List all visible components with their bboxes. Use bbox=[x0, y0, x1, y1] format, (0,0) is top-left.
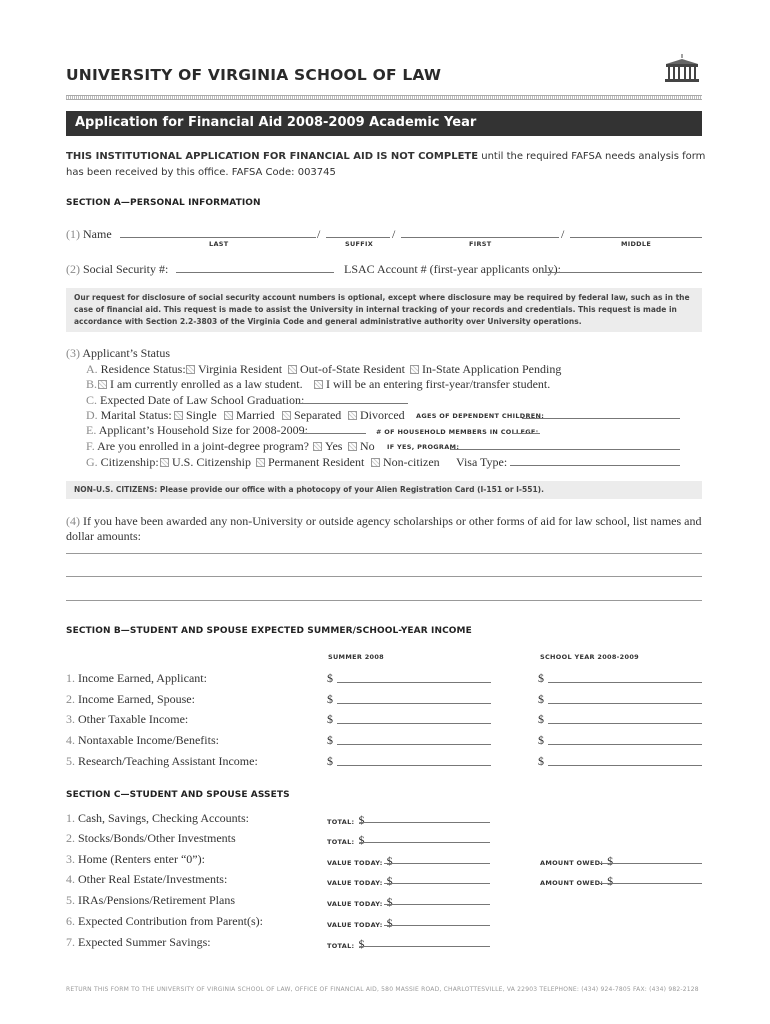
dollar-sign: $ bbox=[327, 712, 333, 726]
ssn-num: (2) bbox=[66, 262, 80, 276]
checkbox-icon[interactable] bbox=[98, 380, 107, 389]
checkbox-icon[interactable] bbox=[348, 442, 357, 451]
owed-label: AMOUNT OWED: bbox=[540, 859, 604, 867]
ssn-field[interactable] bbox=[176, 272, 334, 273]
income-row-label bbox=[66, 671, 207, 686]
graduation-row bbox=[86, 393, 304, 408]
suffix-field[interactable] bbox=[326, 237, 390, 238]
asset-amount-field[interactable] bbox=[384, 904, 490, 905]
row-label: Home (Renters enter “0”): bbox=[78, 852, 205, 866]
asset-row-label bbox=[66, 893, 235, 908]
sub-middle: MIDDLE bbox=[621, 240, 652, 248]
warning-line-1 bbox=[66, 149, 705, 165]
graduation-date-field[interactable] bbox=[298, 403, 408, 404]
section-a-title: SECTION A—PERSONAL INFORMATION bbox=[66, 198, 261, 208]
citizenship-label: Citizenship: bbox=[100, 455, 159, 469]
scholarships-field-2[interactable] bbox=[66, 576, 702, 577]
asset-amount-field[interactable] bbox=[360, 842, 490, 843]
asset-amount-field[interactable] bbox=[360, 946, 490, 947]
opt-label: U.S. Citizenship bbox=[172, 455, 252, 469]
opt-us-citizen[interactable] bbox=[160, 455, 251, 470]
first-name-field[interactable] bbox=[401, 237, 559, 238]
lsac-label: LSAC Account # (first-year applicants only): bbox=[344, 262, 561, 276]
opt-label: In-State Application Pending bbox=[422, 362, 562, 376]
sub-first: FIRST bbox=[469, 240, 492, 248]
dollar-sign: $ bbox=[538, 712, 544, 726]
asset-amount-field[interactable] bbox=[384, 863, 490, 864]
opt-divorced[interactable] bbox=[348, 408, 405, 423]
row-label: Stocks/Bonds/Other Investments bbox=[78, 831, 236, 845]
household-row bbox=[86, 423, 308, 438]
opt-label: Divorced bbox=[360, 408, 405, 422]
dollar-sign: $ bbox=[327, 754, 333, 768]
letter-f: F. bbox=[86, 439, 95, 453]
dollar-sign: $ bbox=[358, 813, 365, 827]
letter-c: C. bbox=[86, 393, 98, 407]
visa-type-field[interactable] bbox=[510, 465, 680, 466]
lsac-field[interactable] bbox=[542, 272, 702, 273]
school-year-column-header: SCHOOL YEAR 2008-2009 bbox=[540, 653, 639, 661]
joint-degree-label: Are you enrolled in a joint-degree program? bbox=[97, 439, 309, 453]
row-label: Other Real Estate/Investments: bbox=[78, 872, 228, 886]
row-num: 3. bbox=[66, 712, 75, 726]
asset-tag bbox=[327, 872, 393, 890]
scholarships-num: (4) bbox=[66, 514, 80, 528]
status-heading bbox=[66, 346, 170, 361]
row-num: 7. bbox=[66, 935, 75, 949]
completeness-warning bbox=[66, 149, 705, 181]
row-label: Expected Summer Savings: bbox=[78, 935, 211, 949]
banner-text: Application for Financial Aid 2008-2009 Academic Year bbox=[75, 115, 477, 130]
asset-amount-field[interactable] bbox=[360, 822, 490, 823]
income-row-label bbox=[66, 733, 219, 748]
checkbox-icon[interactable] bbox=[174, 411, 183, 420]
ssn-label bbox=[66, 262, 168, 277]
row-label: IRAs/Pensions/Retirement Plans bbox=[78, 893, 235, 907]
opt-separated[interactable] bbox=[282, 408, 341, 423]
opt-permanent-resident[interactable] bbox=[256, 455, 364, 470]
row-label: Income Earned, Applicant: bbox=[78, 671, 207, 685]
opt-non-citizen[interactable] bbox=[371, 455, 440, 470]
school-year-amount-field[interactable] bbox=[548, 682, 702, 683]
dollar-sign: $ bbox=[538, 733, 544, 747]
university-title: UNIVERSITY OF VIRGINIA SCHOOL OF LAW bbox=[66, 66, 442, 84]
name-num: (1) bbox=[66, 227, 80, 241]
asset-tag bbox=[327, 935, 364, 953]
opt-label: Out-of-State Resident bbox=[300, 362, 405, 376]
scholarships-field-3[interactable] bbox=[66, 600, 702, 601]
summer-amount-field[interactable] bbox=[337, 744, 491, 745]
scholarships-field-1[interactable] bbox=[66, 553, 702, 554]
row-label: Nontaxable Income/Benefits: bbox=[78, 733, 219, 747]
ssn-text: Social Security #: bbox=[83, 262, 169, 276]
opt-label: Virginia Resident bbox=[198, 362, 283, 376]
sub-suffix: SUFFIX bbox=[345, 240, 374, 248]
opt-label: Married bbox=[236, 408, 275, 422]
summer-column-header: SUMMER 2008 bbox=[328, 653, 384, 661]
joint-degree-row bbox=[86, 439, 309, 454]
dollar-sign: $ bbox=[327, 671, 333, 685]
tag-label: TOTAL: bbox=[327, 942, 355, 950]
dollar-sign: $ bbox=[386, 874, 393, 888]
asset-tag bbox=[327, 893, 393, 911]
asset-tag bbox=[327, 852, 393, 870]
slash-3: / bbox=[561, 227, 565, 241]
residence-label: Residence Status: bbox=[100, 362, 186, 376]
tag-label: VALUE TODAY: bbox=[327, 900, 383, 908]
amount-owed-tag bbox=[540, 852, 613, 870]
scholarships-line-1 bbox=[66, 514, 702, 529]
slash-2: / bbox=[392, 227, 396, 241]
middle-name-field[interactable] bbox=[570, 237, 702, 238]
opt-currently-enrolled[interactable] bbox=[98, 377, 303, 392]
asset-row-label bbox=[66, 831, 236, 846]
school-year-amount-field[interactable] bbox=[548, 744, 702, 745]
row-label: Other Taxable Income: bbox=[78, 712, 189, 726]
warning-emphasis: THIS INSTITUTIONAL APPLICATION FOR FINANCIAL AID IS NOT COMPLETE bbox=[66, 151, 479, 162]
row-num: 4. bbox=[66, 872, 75, 886]
opt-label: Permanent Resident bbox=[268, 455, 365, 469]
dollar-sign: $ bbox=[358, 833, 365, 847]
dollar-sign: $ bbox=[538, 692, 544, 706]
row-label: Expected Contribution from Parent(s): bbox=[78, 914, 263, 928]
dollar-sign: $ bbox=[386, 854, 393, 868]
opt-virginia-resident[interactable] bbox=[186, 362, 282, 377]
summer-amount-field[interactable] bbox=[337, 703, 491, 704]
dollar-sign: $ bbox=[607, 874, 614, 888]
row-num: 1. bbox=[66, 671, 75, 685]
warning-rest: until the required FAFSA needs analysis form bbox=[478, 151, 706, 162]
opt-label: I am currently enrolled as a law student. bbox=[110, 377, 303, 391]
summer-amount-field[interactable] bbox=[337, 723, 491, 724]
row-label: Income Earned, Spouse: bbox=[78, 692, 195, 706]
warning-line-2: has been received by this office. FAFSA Code: 003745 bbox=[66, 167, 336, 178]
letter-d: D. bbox=[86, 408, 98, 422]
opt-married[interactable] bbox=[224, 408, 275, 423]
ssn-disclosure-note: Our request for disclosure of social security account numbers is optional, except where disclosure may be required by federal law, such as in the case of financial aid. This request is made to assist the University in internal tracking of your records and credentials. This request is made in accordance with Section 2.2-3803 of the Virginia Code and general administrative authority over University operations. bbox=[66, 288, 702, 332]
household-size-field[interactable] bbox=[300, 433, 366, 434]
checkbox-icon[interactable] bbox=[371, 458, 380, 467]
row-label: Research/Teaching Assistant Income: bbox=[78, 754, 258, 768]
members-in-college-field[interactable] bbox=[512, 433, 540, 434]
asset-tag bbox=[327, 831, 364, 849]
letter-e: E. bbox=[86, 423, 97, 437]
marital-row bbox=[86, 408, 172, 423]
status-num: (3) bbox=[66, 346, 80, 360]
opt-joint-no[interactable] bbox=[348, 439, 375, 454]
opt-entering-student[interactable] bbox=[314, 377, 550, 392]
checkbox-icon[interactable] bbox=[313, 442, 322, 451]
tag-label: TOTAL: bbox=[327, 818, 355, 826]
tag-label: VALUE TODAY: bbox=[327, 859, 383, 867]
household-label: Applicant’s Household Size for 2008-2009: bbox=[98, 423, 308, 437]
dollar-sign: $ bbox=[386, 916, 393, 930]
marital-label: Marital Status: bbox=[100, 408, 172, 422]
row-num: 4. bbox=[66, 733, 75, 747]
amount-owed-field[interactable] bbox=[598, 863, 702, 864]
asset-amount-field[interactable] bbox=[384, 883, 490, 884]
dollar-sign: $ bbox=[358, 937, 365, 951]
opt-label: No bbox=[360, 439, 375, 453]
residence-row bbox=[86, 362, 186, 377]
opt-label: Non-citizen bbox=[383, 455, 440, 469]
program-label: IF YES, PROGRAM: bbox=[387, 443, 460, 451]
summer-amount-field[interactable] bbox=[337, 682, 491, 683]
row-num: 2. bbox=[66, 831, 75, 845]
income-row-label bbox=[66, 754, 258, 769]
section-c-title: SECTION C—STUDENT AND SPOUSE ASSETS bbox=[66, 790, 290, 800]
scholarships-text: If you have been awarded any non-University or outside agency scholarships or other forms of aid for law school, list names and bbox=[83, 514, 702, 528]
tag-label: VALUE TODAY: bbox=[327, 921, 383, 929]
dollar-sign: $ bbox=[607, 854, 614, 868]
graduation-label: Expected Date of Law School Graduation: bbox=[100, 393, 305, 407]
checkbox-icon[interactable] bbox=[224, 411, 233, 420]
asset-tag bbox=[327, 811, 364, 829]
summer-amount-field[interactable] bbox=[337, 765, 491, 766]
row-label: Cash, Savings, Checking Accounts: bbox=[78, 811, 249, 825]
row-num: 1. bbox=[66, 811, 75, 825]
opt-label: I will be an entering first-year/transfer student. bbox=[326, 377, 551, 391]
checkbox-icon[interactable] bbox=[410, 365, 419, 374]
checkbox-icon[interactable] bbox=[256, 458, 265, 467]
program-field[interactable] bbox=[450, 449, 680, 450]
asset-row-label bbox=[66, 811, 249, 826]
dependent-ages-label: AGES OF DEPENDENT CHILDREN: bbox=[416, 412, 545, 420]
opt-out-of-state[interactable] bbox=[288, 362, 405, 377]
tag-label: VALUE TODAY: bbox=[327, 879, 383, 887]
school-year-amount-field[interactable] bbox=[548, 703, 702, 704]
row-num: 6. bbox=[66, 914, 75, 928]
checkbox-icon[interactable] bbox=[282, 411, 291, 420]
tag-label: TOTAL: bbox=[327, 838, 355, 846]
asset-row-label bbox=[66, 914, 263, 929]
name-label bbox=[66, 227, 112, 242]
asset-row-label bbox=[66, 852, 205, 867]
return-address-footer: RETURN THIS FORM TO THE UNIVERSITY OF VIRGINIA SCHOOL OF LAW, OFFICE OF FINANCIAL AID, 580 MASSIE ROAD, CHARLOTTESVILLE, VA 22903 TELEPHONE: (434) 924-7805 FAX: (434) 982-2128 bbox=[66, 986, 699, 993]
asset-row-label bbox=[66, 935, 211, 950]
amount-owed-tag bbox=[540, 872, 613, 890]
dollar-sign: $ bbox=[386, 895, 393, 909]
sub-last: LAST bbox=[209, 240, 229, 248]
school-year-amount-field[interactable] bbox=[548, 723, 702, 724]
last-name-field[interactable] bbox=[120, 237, 316, 238]
asset-row-label bbox=[66, 872, 227, 887]
row-num: 2. bbox=[66, 692, 75, 706]
owed-label: AMOUNT OWED: bbox=[540, 879, 604, 887]
opt-label: Separated bbox=[294, 408, 342, 422]
dollar-sign: $ bbox=[538, 754, 544, 768]
citizenship-row bbox=[86, 455, 159, 470]
slash-1: / bbox=[317, 227, 321, 241]
dependent-ages-field[interactable] bbox=[522, 418, 680, 419]
status-text: Applicant’s Status bbox=[82, 346, 171, 360]
row-num: 5. bbox=[66, 893, 75, 907]
opt-joint-yes[interactable] bbox=[313, 439, 342, 454]
asset-amount-field[interactable] bbox=[384, 925, 490, 926]
income-row-label bbox=[66, 692, 195, 707]
header-rule bbox=[66, 95, 702, 100]
scholarships-question bbox=[66, 514, 702, 544]
dollar-sign: $ bbox=[327, 733, 333, 747]
opt-label: Yes bbox=[325, 439, 343, 453]
row-num: 3. bbox=[66, 852, 75, 866]
asset-tag bbox=[327, 914, 393, 932]
letter-g: G. bbox=[86, 455, 98, 469]
opt-label: Single bbox=[186, 408, 217, 422]
checkbox-icon[interactable] bbox=[288, 365, 297, 374]
letter-b: B. bbox=[86, 377, 98, 391]
amount-owed-field[interactable] bbox=[598, 883, 702, 884]
row-num: 5. bbox=[66, 754, 75, 768]
dollar-sign: $ bbox=[327, 692, 333, 706]
members-in-college-label: # OF HOUSEHOLD MEMBERS IN COLLEGE: bbox=[376, 428, 539, 436]
checkbox-icon[interactable] bbox=[160, 458, 169, 467]
checkbox-icon[interactable] bbox=[348, 411, 357, 420]
letter-a: A. bbox=[86, 362, 98, 376]
title-banner bbox=[66, 111, 702, 136]
school-year-amount-field[interactable] bbox=[548, 765, 702, 766]
scholarships-line-2: dollar amounts: bbox=[66, 529, 141, 543]
opt-single[interactable] bbox=[174, 408, 217, 423]
checkbox-icon[interactable] bbox=[186, 365, 195, 374]
name-text: Name bbox=[83, 227, 112, 241]
rotunda-logo-icon bbox=[662, 52, 702, 84]
opt-in-state-pending[interactable] bbox=[410, 362, 561, 377]
section-b-title: SECTION B—STUDENT AND SPOUSE EXPECTED SUMMER/SCHOOL-YEAR INCOME bbox=[66, 626, 472, 636]
income-row-label bbox=[66, 712, 188, 727]
visa-type-label: Visa Type: bbox=[456, 455, 508, 469]
enrollment-row bbox=[86, 377, 97, 392]
dollar-sign: $ bbox=[538, 671, 544, 685]
checkbox-icon[interactable] bbox=[314, 380, 323, 389]
non-us-citizens-note: NON-U.S. CITIZENS: Please provide our office with a photocopy of your Alien Registration Card (I-151 or I-551). bbox=[66, 481, 702, 499]
